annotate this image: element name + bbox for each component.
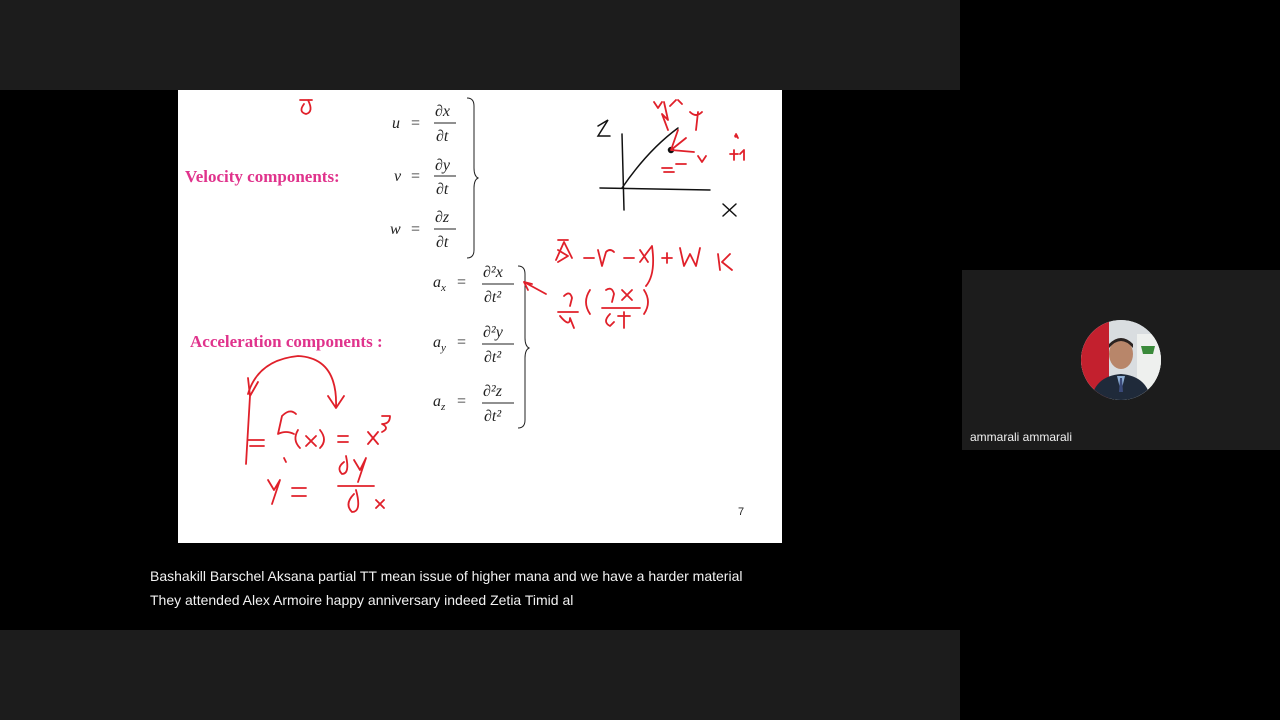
shared-slide [178, 90, 782, 543]
eq-u-den: ∂t [436, 128, 449, 145]
eq-u-num: ∂x [435, 103, 451, 120]
eq-w-lhs: w [390, 221, 401, 238]
eq-v-den: ∂t [436, 181, 449, 198]
eq-u-lhs: u [392, 115, 400, 132]
eq-ay-den: ∂t² [484, 349, 502, 366]
bottom-bar [0, 630, 960, 720]
participant-tile[interactable] [962, 270, 1280, 450]
slide-page-number: 7 [738, 506, 745, 518]
eq-u-eq: = [411, 115, 421, 132]
velocity-label: Velocity components: [185, 167, 340, 186]
eq-ax-eq: = [457, 274, 467, 291]
eq-v-num: ∂y [435, 157, 451, 174]
eq-az-lhs: a [433, 393, 441, 410]
eq-az-num: ∂²z [483, 383, 502, 400]
eq-ay-eq: = [457, 334, 467, 351]
eq-v-eq: = [411, 168, 421, 185]
caption-line-1: Bashakill Barschel Aksana partial TT mean issue of higher mana and we have a harder material [150, 568, 743, 584]
eq-ax-lhs: a [433, 274, 441, 291]
eq-ax-sub: x [441, 282, 446, 294]
eq-az-den: ∂t² [484, 408, 502, 425]
slide-equations [178, 90, 782, 543]
caption-line-2: They attended Alex Armoire happy anniversary indeed Zetia Timid al [150, 592, 574, 608]
avatar [1081, 320, 1161, 400]
eq-ay-lhs: a [433, 334, 441, 351]
handwritten-annotations [246, 100, 744, 512]
eq-w-eq: = [411, 221, 421, 238]
participant-name: ammarali ammarali [970, 430, 1073, 444]
eq-v-lhs: v [394, 168, 402, 185]
eq-w-num: ∂z [435, 209, 450, 226]
eq-ay-sub: y [441, 342, 446, 354]
top-bar [0, 0, 960, 90]
eq-ax-num: ∂²x [483, 264, 503, 281]
eq-w-den: ∂t [436, 234, 449, 251]
avatar-photo-icon [1081, 320, 1161, 400]
eq-az-sub: z [441, 401, 446, 413]
eq-ay-num: ∂²y [483, 324, 503, 341]
acceleration-label: Acceleration components : [190, 332, 383, 351]
eq-az-eq: = [457, 393, 467, 410]
eq-ax-den: ∂t² [484, 289, 502, 306]
